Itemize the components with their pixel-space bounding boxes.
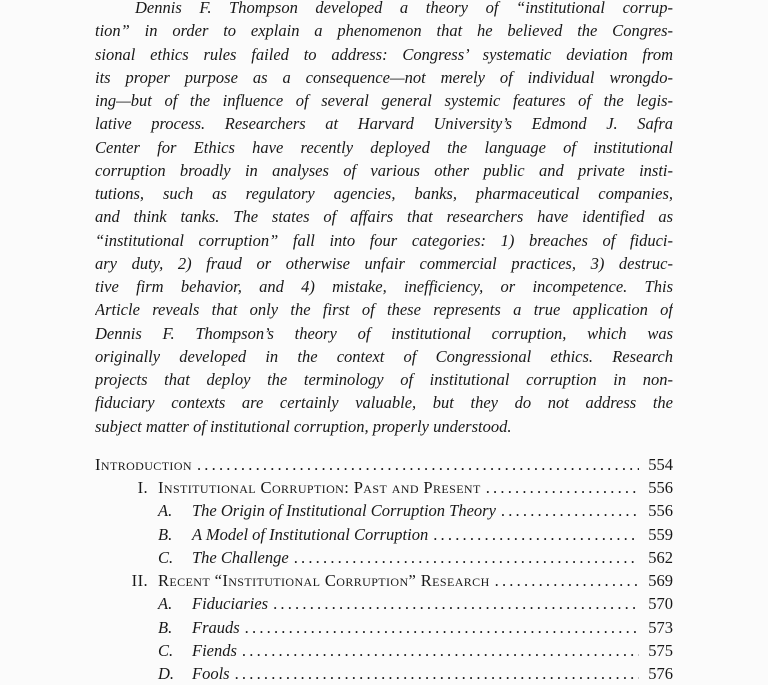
abstract-line: originally developed in the context of Congressional ethics. Research: [95, 346, 673, 366]
toc-entry-letter: D.: [158, 664, 175, 683]
toc-page-number: 554: [648, 454, 673, 474]
abstract-line: “institutional corruption” fall into four categories: 1) breaches of fiduci-: [95, 230, 673, 250]
toc-entry-section: [95, 616, 673, 639]
dot-leader: [235, 662, 639, 685]
dot-leader: [501, 499, 639, 522]
toc-entry-section: [95, 592, 673, 615]
abstract-line: Dennis F. Thompson developed a theory of “institutional corrup-: [135, 0, 673, 17]
toc-entry-section: [95, 662, 673, 685]
toc-page-number: 556: [648, 501, 673, 521]
dot-leader: [245, 616, 639, 639]
toc-entry-section: [95, 523, 673, 546]
toc-entry-letter: B.: [158, 617, 173, 637]
toc-entry-section: [95, 546, 673, 569]
toc-entry-label: Fiduciaries: [192, 594, 269, 614]
abstract-line: sional ethics rules failed to address: Congress’ systematic deviation from: [95, 44, 673, 64]
abstract-line: ing—but of the influence of several general systemic features of the legis-: [95, 91, 673, 110]
abstract-line: its proper purpose as a consequence—not merely of individual wrongdo-: [95, 67, 673, 87]
table-of-contents: [95, 453, 673, 685]
toc-page-number: 562: [648, 547, 673, 567]
toc-entry-section: [95, 499, 673, 522]
toc-entry-letter: C.: [158, 640, 174, 660]
toc-entry-label: A Model of Institutional Corruption: [192, 524, 429, 544]
toc-entry-letter: A.: [158, 501, 173, 521]
abstract-line: Article reveals that only the first of these represents a true application of: [95, 300, 673, 320]
toc-entry-part-one: [95, 476, 673, 499]
dot-leader: [242, 639, 639, 662]
abstract-line: corruption broadly in analyses of various other public and private insti-: [95, 160, 673, 180]
toc-entry-numeral: I.: [137, 478, 148, 497]
abstract-line: subject matter of institutional corruption, properly understood.: [95, 416, 512, 436]
toc-page-number: 575: [648, 640, 673, 660]
abstract-line: Dennis F. Thompson’s theory of institutional corruption, which was: [95, 323, 673, 343]
toc-entry-label: The Challenge: [192, 547, 289, 567]
dot-leader: [486, 476, 639, 499]
toc-entry-label: The Origin of Institutional Corruption Theory: [192, 501, 496, 521]
dot-leader: [273, 592, 639, 615]
toc-page-number: 573: [648, 617, 673, 637]
toc-entry-section: [95, 639, 673, 662]
dot-leader: [433, 523, 639, 546]
abstract-line: lative process. Researchers at Harvard University’s Edmond J. Safra: [95, 114, 673, 134]
toc-entry-numeral: II.: [131, 571, 148, 590]
dot-leader: [495, 569, 639, 592]
toc-entry-label: Recent “Institutional Corruption” Research: [158, 571, 490, 590]
toc-page-number: 576: [648, 664, 673, 683]
toc-page-number: 559: [648, 524, 673, 544]
dot-leader: [294, 546, 639, 569]
toc-entry-part-two: [95, 569, 673, 592]
abstract-line: tutions, such as regulatory agencies, banks, pharmaceutical companies,: [95, 184, 673, 203]
toc-entry-label: Introduction: [95, 454, 192, 474]
toc-entry-letter: B.: [158, 524, 173, 544]
abstract-line: ary duty, 2) fraud or otherwise unfair commercial practices, 3) destruc-: [95, 253, 673, 273]
toc-entry-letter: A.: [158, 594, 173, 614]
abstract-line: Center for Ethics have recently deployed the language of institutional: [95, 137, 673, 157]
abstract-line: tion” in order to explain a phenomenon that he believed the Congres-: [95, 21, 673, 41]
toc-page-number: 556: [648, 478, 673, 497]
toc-entry-label: Fiends: [192, 640, 237, 660]
abstract-line: tive firm behavior, and 4) mistake, inefficiency, or incompetence. This: [95, 277, 673, 296]
toc-page-number: 570: [648, 594, 673, 614]
dot-leader: [197, 453, 639, 476]
toc-entry-label: Fools: [192, 664, 230, 683]
toc-entry-introduction: [95, 453, 673, 476]
toc-entry-label: Institutional Corruption: Past and Present: [158, 478, 481, 497]
abstract-line: fiduciary contexts are certainly valuable, but they do not address the: [95, 393, 673, 413]
abstract-paragraph: [95, 0, 673, 438]
toc-entry-label: Frauds: [192, 617, 240, 637]
abstract-line: projects that deploy the terminology of institutional corruption in non-: [95, 370, 673, 389]
abstract-line: and think tanks. The states of affairs that researchers have identified as: [95, 207, 673, 227]
toc-entry-letter: C.: [158, 547, 174, 567]
toc-page-number: 569: [648, 571, 673, 590]
